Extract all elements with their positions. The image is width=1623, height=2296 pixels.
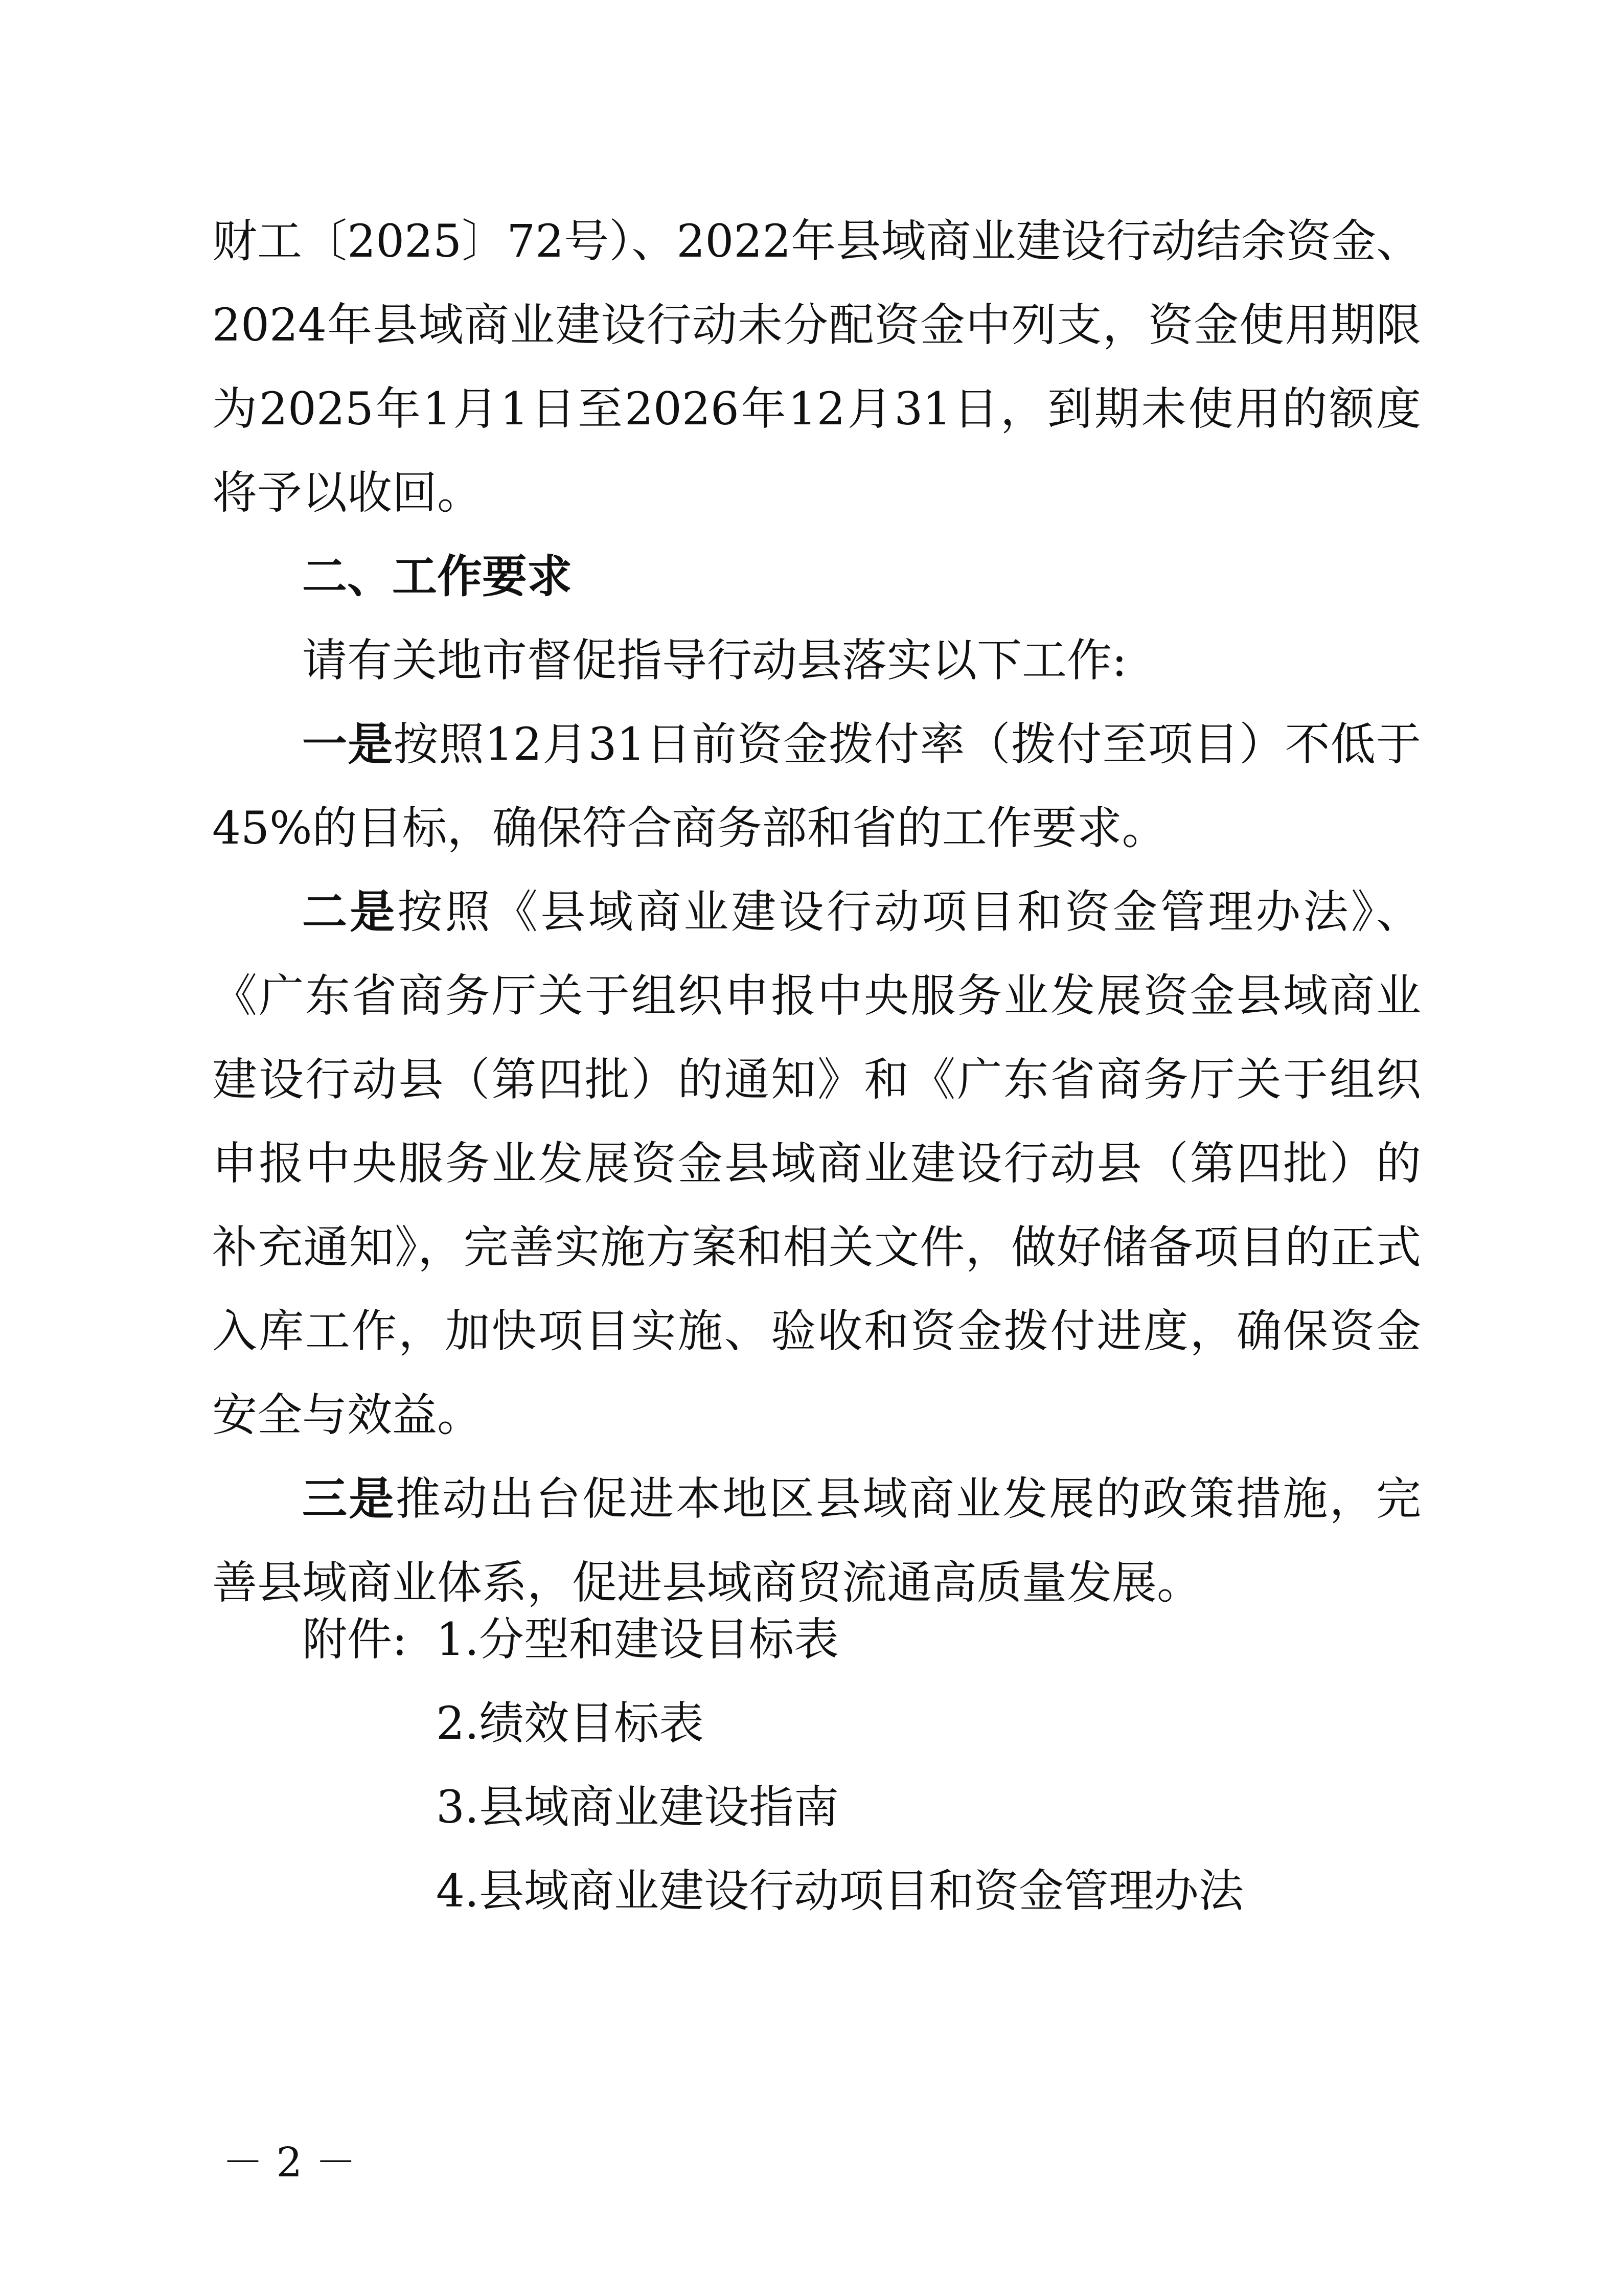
attachment-item-4: 4.县域商业建设行动项目和资金管理办法 (436, 1865, 1244, 1917)
document-body (212, 199, 1421, 1625)
attachment-item (302, 1681, 1244, 1765)
paragraph-funding-source: 财工〔2025〕72号）、2022年县域商业建设行动结余资金、2024年县域商业建设行动未分配资金中列支，资金使用期限为2025年1月1日至2026年12月31日，到期未使用的额度将予以收回。 (212, 215, 1421, 519)
attachment-item (302, 1598, 1244, 1681)
requirement-item-2-text: 按照《县域商业建设行动项目和资金管理办法》、《广东省商务厅关于组织申报中央服务业发展资金县域商业建设行动县（第四批）的通知》和《广东省商务厅关于组织申报中央服务业发展资金县域商业建设行动县（第四批）的补充通知》，完善实施方案和相关文件，做好储备项目的正式入库工作，加快项目实施、验收和资金拨付进度，确保资金安全与效益。 (212, 885, 1421, 1441)
requirement-item-1 (212, 702, 1421, 870)
section-heading-work-requirements: 二、工作要求 (302, 550, 573, 603)
attachments-label: 附件: (302, 1613, 407, 1666)
attachment-item (302, 1765, 1244, 1849)
requirement-item-1-text: 按照12月31日前资金拨付率（拨付至项目）不低于45%的目标，确保符合商务部和省的工作要求。 (212, 718, 1421, 854)
requirement-item-3-text: 推动出台促进本地区县域商业发展的政策措施，完善县域商业体系，促进县域商贸流通高质量发展。 (212, 1472, 1421, 1609)
attachment-item-1: 1.分型和建设目标表 (436, 1613, 839, 1666)
attachment-item (302, 1849, 1244, 1933)
requirement-item-2-lead: 二是 (302, 885, 398, 938)
paragraph-intro: 请有关地市督促指导行动县落实以下工作: (302, 634, 1127, 687)
attachment-item-2: 2.绩效目标表 (436, 1697, 704, 1749)
requirement-item-1-lead: 一是 (302, 718, 394, 770)
attachment-item-3: 3.县域商业建设指南 (436, 1781, 839, 1833)
page-number: － 2 － (222, 2139, 356, 2186)
attachments-list (302, 1598, 1244, 1933)
requirement-item-3-lead: 三是 (302, 1472, 396, 1525)
requirement-item-2 (212, 870, 1421, 1457)
